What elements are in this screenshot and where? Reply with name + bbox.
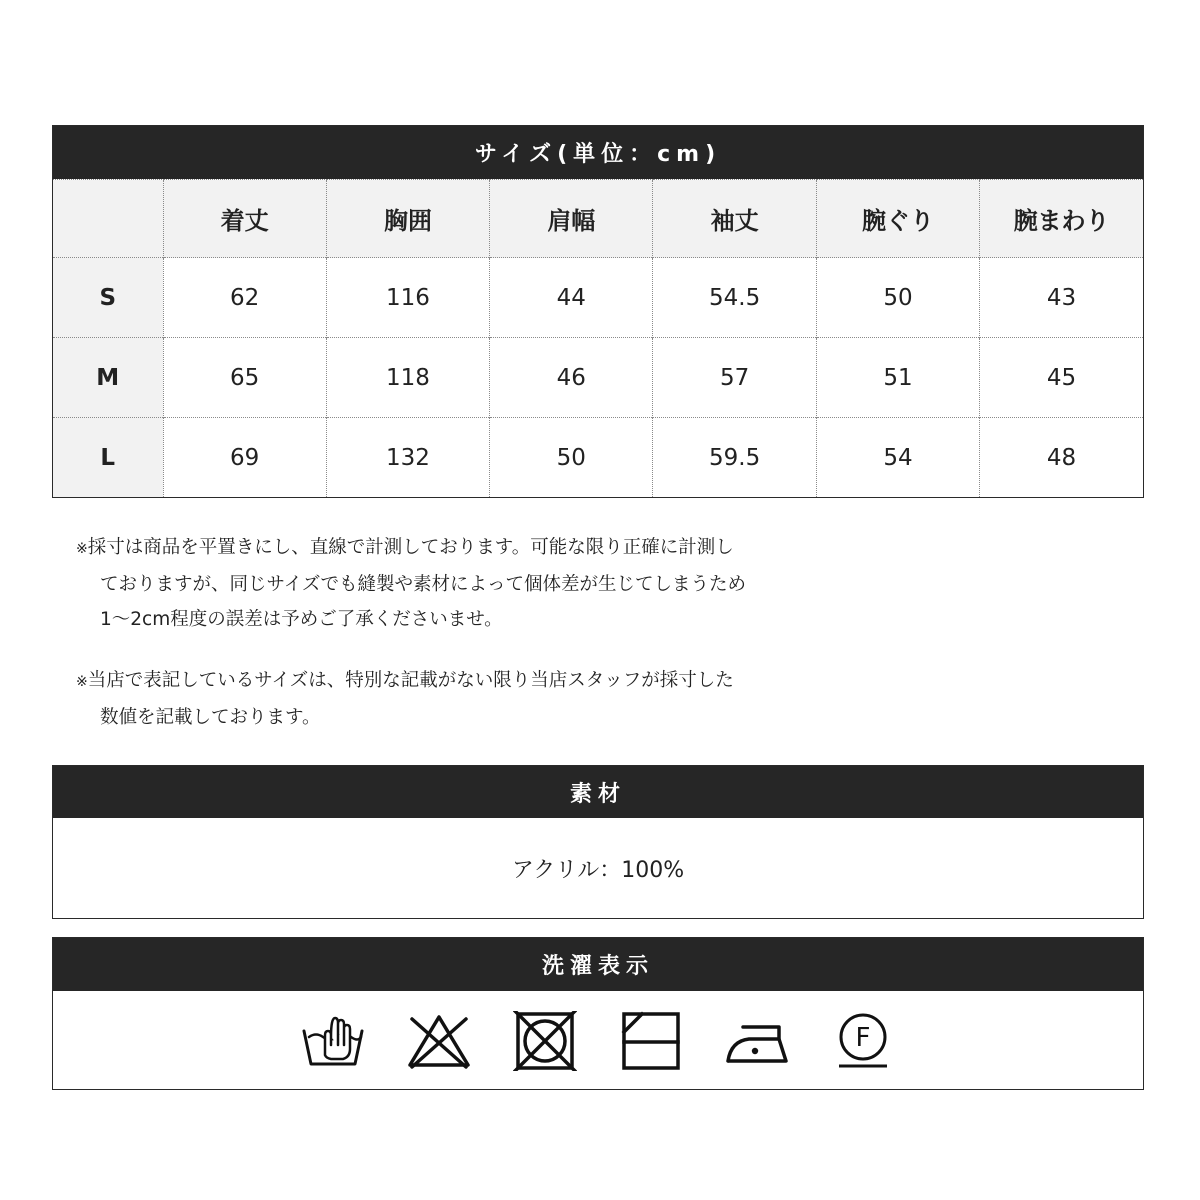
line-dry-shade-icon	[619, 1011, 683, 1071]
column-header: 腕ぐり	[816, 180, 979, 258]
corner-cell	[53, 180, 163, 258]
size-source-note	[76, 663, 734, 735]
iron-low-icon	[725, 1011, 789, 1071]
table-cell: 118	[326, 338, 489, 418]
size-table-title: サイズ(単位：cm)	[53, 126, 1143, 179]
note-line: ておりますが、同じサイズでも縫製や素材によって個体差が生じてしまうため	[100, 574, 747, 595]
table-row	[53, 338, 1143, 418]
column-header: 肩幅	[490, 180, 653, 258]
care-panel	[52, 937, 1144, 1090]
table-cell: 59.5	[653, 418, 816, 498]
table-cell: 65	[163, 338, 326, 418]
care-title: 洗濯表示	[53, 938, 1143, 991]
table-cell: 54.5	[653, 258, 816, 338]
size-table-header-row	[53, 180, 1143, 258]
table-cell: 54	[816, 418, 979, 498]
material-value: アクリル：100%	[511, 857, 685, 883]
table-cell: 50	[490, 418, 653, 498]
table-cell: 116	[326, 258, 489, 338]
table-row	[53, 258, 1143, 338]
note-text: 採寸は商品を平置きにし、直線で計測しております。可能な限り正確に計測し	[87, 537, 734, 558]
measurement-note	[76, 530, 746, 637]
table-cell: 44	[490, 258, 653, 338]
size-label: M	[53, 338, 163, 418]
table-cell: 51	[816, 338, 979, 418]
dry-clean-f-icon	[831, 1011, 895, 1071]
table-cell: 45	[980, 338, 1143, 418]
material-panel	[52, 765, 1144, 919]
note-line: 1〜2cm程度の誤差は予めご了承くださいませ。	[100, 609, 503, 630]
table-row	[53, 418, 1143, 498]
table-cell: 46	[490, 338, 653, 418]
hand-wash-icon	[301, 1011, 365, 1071]
no-bleach-icon	[407, 1011, 471, 1071]
table-cell: 43	[980, 258, 1143, 338]
dry-clean-letter: F	[855, 1022, 871, 1053]
care-icons	[53, 991, 1143, 1090]
table-cell: 48	[980, 418, 1143, 498]
note-line	[76, 663, 734, 700]
size-label: L	[53, 418, 163, 498]
no-tumble-dry-icon	[513, 1011, 577, 1071]
table-cell: 50	[816, 258, 979, 338]
table-cell: 132	[326, 418, 489, 498]
column-header: 胸囲	[326, 180, 489, 258]
size-table-panel	[52, 125, 1144, 498]
material-title: 素材	[53, 766, 1143, 818]
note-line: 数値を記載しております。	[100, 707, 321, 728]
column-header: 腕まわり	[980, 180, 1143, 258]
size-label: S	[53, 258, 163, 338]
column-header: 袖丈	[653, 180, 816, 258]
note-mark: ※	[76, 674, 88, 690]
table-cell: 69	[163, 418, 326, 498]
size-table	[53, 179, 1143, 497]
table-cell: 62	[163, 258, 326, 338]
note-mark: ※	[76, 541, 88, 557]
table-cell: 57	[653, 338, 816, 418]
note-text: 当店で表記しているサイズは、特別な記載がない限り当店スタッフが採寸した	[87, 670, 734, 691]
column-header: 着丈	[163, 180, 326, 258]
note-line	[76, 530, 746, 567]
